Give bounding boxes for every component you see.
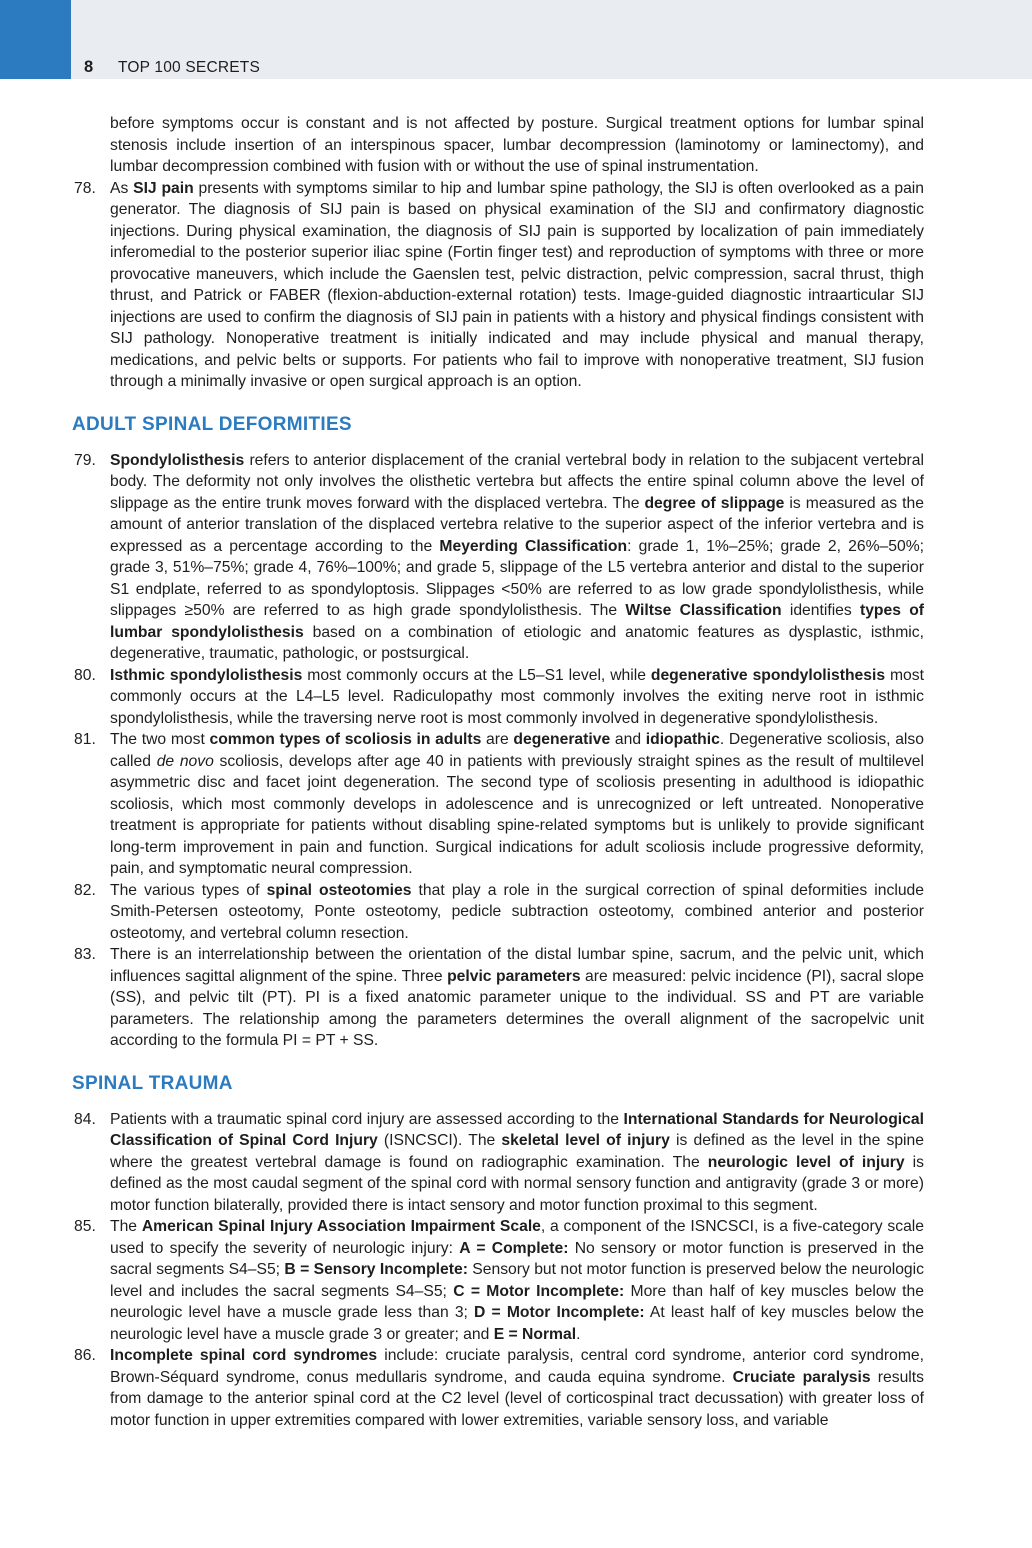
list-item-84: 84. Patients with a traumatic spinal cord injury are assessed according to the International Standards for Neurological Classification of Spinal Cord Injury (ISNCSCI). The skeletal level of injury is defined as the level in the spine where the greatest vertebral damage is found on radiographic examination. The neurologic level of injury is defined as the most caudal segment of the spinal cord with normal sensory function and antigravity (grade 3 or more) motor function bilaterally, provided there is intact sensory and motor function proximal to this segment. xyxy=(74,1110,925,1214)
item-number: 85. xyxy=(74,1218,96,1235)
list-item-83: 83. There is an interrelationship between the orientation of the distal lumbar spine, sacrum, and the pelvic unit, which influences sagittal alignment of the spine. Three pelvic parameters are measured: pelvic incidence (PI), sacral slope (SS), and pelvic tilt (PT). PI is a fixed anatomic parameter unique to the individual. SS and PT are variable parameters. The relationship among the parameters determines the overall alignment of the sacropelvic unit according to the formula PI = PT + SS. xyxy=(74,946,924,1049)
list-item-80: 80. Isthmic spondylolisthesis most commonly occurs at the L5–S1 level, while degenerative spondylolisthesis most commonly occurs at the L4–L5 level. Radiculopathy most commonly involves the exiting nerve root in isthmic spondylolisthesis, while the traversing nerve root is most commonly involved in degenerative spondylolisthesis. xyxy=(74,666,924,727)
list-item-81: 81. The two most common types of scoliosis in adults are degenerative and idiopathic. Degenerative scoliosis, also called de novo scoliosis, develops after age 40 in patients with previously straight spines as the result of multilevel asymmetric disc and facet joint degeneration. The second type of scoliosis presenting in adulthood is idiopathic scoliosis, which most commonly develops in adolescence and is unrecognized or left untreated. Nonoperative treatment is appropriate for patients without disabling spine-related symptoms but is unlikely to provide significant long-term improvement in pain and function. Surgical indications for adult scoliosis include progressive deformity, pain, and symptomatic neural compression. xyxy=(74,731,924,877)
italic-term: de novo xyxy=(156,752,214,770)
key-term: International Standards for Neurological Classification of Spinal Cord Injury xyxy=(110,1110,924,1149)
key-term: idiopathic xyxy=(645,731,720,748)
key-term: pelvic parameters xyxy=(447,967,581,985)
page-number: 8 xyxy=(84,58,94,76)
section-heading-spinal-trauma: SPINAL TRAUMA xyxy=(72,1072,233,1094)
key-term: Cruciate paralysis xyxy=(732,1368,871,1386)
item-number: 78. xyxy=(74,179,96,197)
key-term: Isthmic spondylolisthesis xyxy=(110,666,303,684)
item-number: 84. xyxy=(74,1110,96,1128)
key-term: B = Sensory Incomplete: xyxy=(284,1261,468,1278)
continuation-paragraph: before symptoms occur is constant and is not affected by posture. Surgical treatment options for lumbar spinal stenosis include insertion of an interspinous spacer, lumbar decompression (laminotomy or laminectomy), and lumbar decompression combined with fusion with or without the use of spinal instrumentation. xyxy=(110,115,924,175)
list-item-79: 79. Spondylolisthesis refers to anterior displacement of the cranial vertebral body in relation to the subjacent vertebral body. The deformity not only involves the olisthetic vertebra but affects the entire spinal column above the level of slippage as the entire trunk moves forward with the displaced vertebra. The degree of slippage is measured as the amount of anterior translation of the displaced vertebra relative to the superior aspect of the inferior vertebra and is expressed as a percentage according to the Meyerding Classification: grade 1, 1%–25%; grade 2, 26%–50%; grade 3, 51%–75%; grade 4, 76%–100%; and grade 5, slippage of the L5 vertebra anterior and distal to the superior S1 endplate, referred to as spondyloptosis. Slippages <50% are referred to as low grade spondylolisthesis, while slippages ≥50% are referred to as high grade spondylolisthesis. The Wiltse Classification identifies types of lumbar spondylolisthesis based on a combination of etiologic and anatomic features as dysplastic, isthmic, degenerative, traumatic, pathologic, or postsurgical. xyxy=(74,451,924,662)
running-head: TOP 100 SECRETS xyxy=(118,59,260,76)
key-term: E = Normal xyxy=(493,1325,577,1343)
key-term: Wiltse Classification xyxy=(625,602,782,619)
header-color-tab xyxy=(0,0,71,79)
list-item-86: 86. Incomplete spinal cord syndromes include: cruciate paralysis, central cord syndrome, anterior cord syndrome, Brown-Séquard syndrome, conus medullaris syndrome, and cauda equina syndrome. Cruciate paralysis results from damage to the anterior spinal cord at the C2 level (level of corticospinal tract decussation) with greater loss of motor function in upper extremities compared with lower extremities, variable sensory loss, and variable xyxy=(74,1347,924,1429)
key-term: SIJ pain xyxy=(133,179,194,197)
item-number: 82. xyxy=(74,881,96,899)
key-term: types of lumbar spondylolisthesis xyxy=(110,602,924,641)
key-term: neurologic level of injury xyxy=(707,1153,905,1171)
key-term: D = Motor Incomplete: xyxy=(474,1304,645,1321)
page-body xyxy=(72,113,924,1431)
item-number: 79. xyxy=(74,451,96,469)
key-term: Meyerding Classification xyxy=(439,537,628,555)
key-term: Spondylolisthesis xyxy=(110,451,245,469)
key-term: degree of slippage xyxy=(644,494,785,512)
list-item-78: 78. As SIJ pain presents with symptoms similar to hip and lumbar spine pathology, the SIJ is often overlooked as a pain generator. The diagnosis of SIJ pain is based on physical examination of the SIJ and confirmatory diagnostic injections. During physical examination, the diagnosis of SIJ pain is supported by localization of pain immediately inferomedial to the posterior superior iliac spine (Fortin finger test) and reproduction of symptoms with three or more provocative maneuvers, which include the Gaenslen test, pelvic distraction, pelvic compression, sacral thrust, thigh thrust, and Patrick or FABER (flexion-abduction-external rotation) tests. Image-guided diagnostic intraarticular SIJ injections are used to confirm the diagnosis of SIJ pain in patients with a history and physical findings consistent with SIJ pathology. Nonoperative treatment is initially indicated and may include physical and manual therapy, medications, and pelvic belts or supports. For patients who fail to improve with nonoperative treatment, SIJ fusion through a minimally invasive or open surgical approach is an option. xyxy=(74,179,925,390)
key-term: C = Motor Incomplete: xyxy=(453,1282,625,1300)
key-term: Incomplete spinal cord syndromes xyxy=(110,1347,378,1364)
key-term: A = Complete: xyxy=(459,1239,569,1257)
section-heading-adult-spinal-deformities: ADULT SPINAL DEFORMITIES xyxy=(72,413,352,435)
item-number: 80. xyxy=(74,666,96,684)
item-number: 83. xyxy=(74,946,96,963)
list-item-85: 85. The American Spinal Injury Association Impairment Scale, a component of the ISNCSCI, is a five-category scale used to specify the severity of neurologic injury: A = Complete: No sensory or motor function is preserved in the sacral segments S4–S5; B = Sensory Incomplete: Sensory but not motor function is preserved below the neurologic level and includes the sacral segments S4–S5; C = Motor Incomplete: More than half of key muscles below the neurologic level have a muscle grade less than 3; D = Motor Incomplete: At least half of key muscles below the neurologic level have a muscle grade 3 or greater; and E = Normal. xyxy=(74,1218,925,1343)
item-number: 86. xyxy=(74,1347,96,1364)
key-term: skeletal level of injury xyxy=(501,1132,670,1149)
key-term: spinal osteotomies xyxy=(266,881,412,899)
key-term: American Spinal Injury Association Impairment Scale xyxy=(141,1218,541,1235)
list-item-82: 82. The various types of spinal osteotomies that play a role in the surgical correction of spinal deformities include Smith-Petersen osteotomy, Ponte osteotomy, pedicle subtraction osteotomy, combined anterior and posterior osteotomy, and vertebral column resection. xyxy=(74,881,924,942)
key-term: degenerative xyxy=(513,731,611,748)
item-number: 81. xyxy=(74,731,96,748)
key-term: degenerative spondylolisthesis xyxy=(650,666,886,684)
key-term: common types of scoliosis in adults xyxy=(209,731,482,748)
